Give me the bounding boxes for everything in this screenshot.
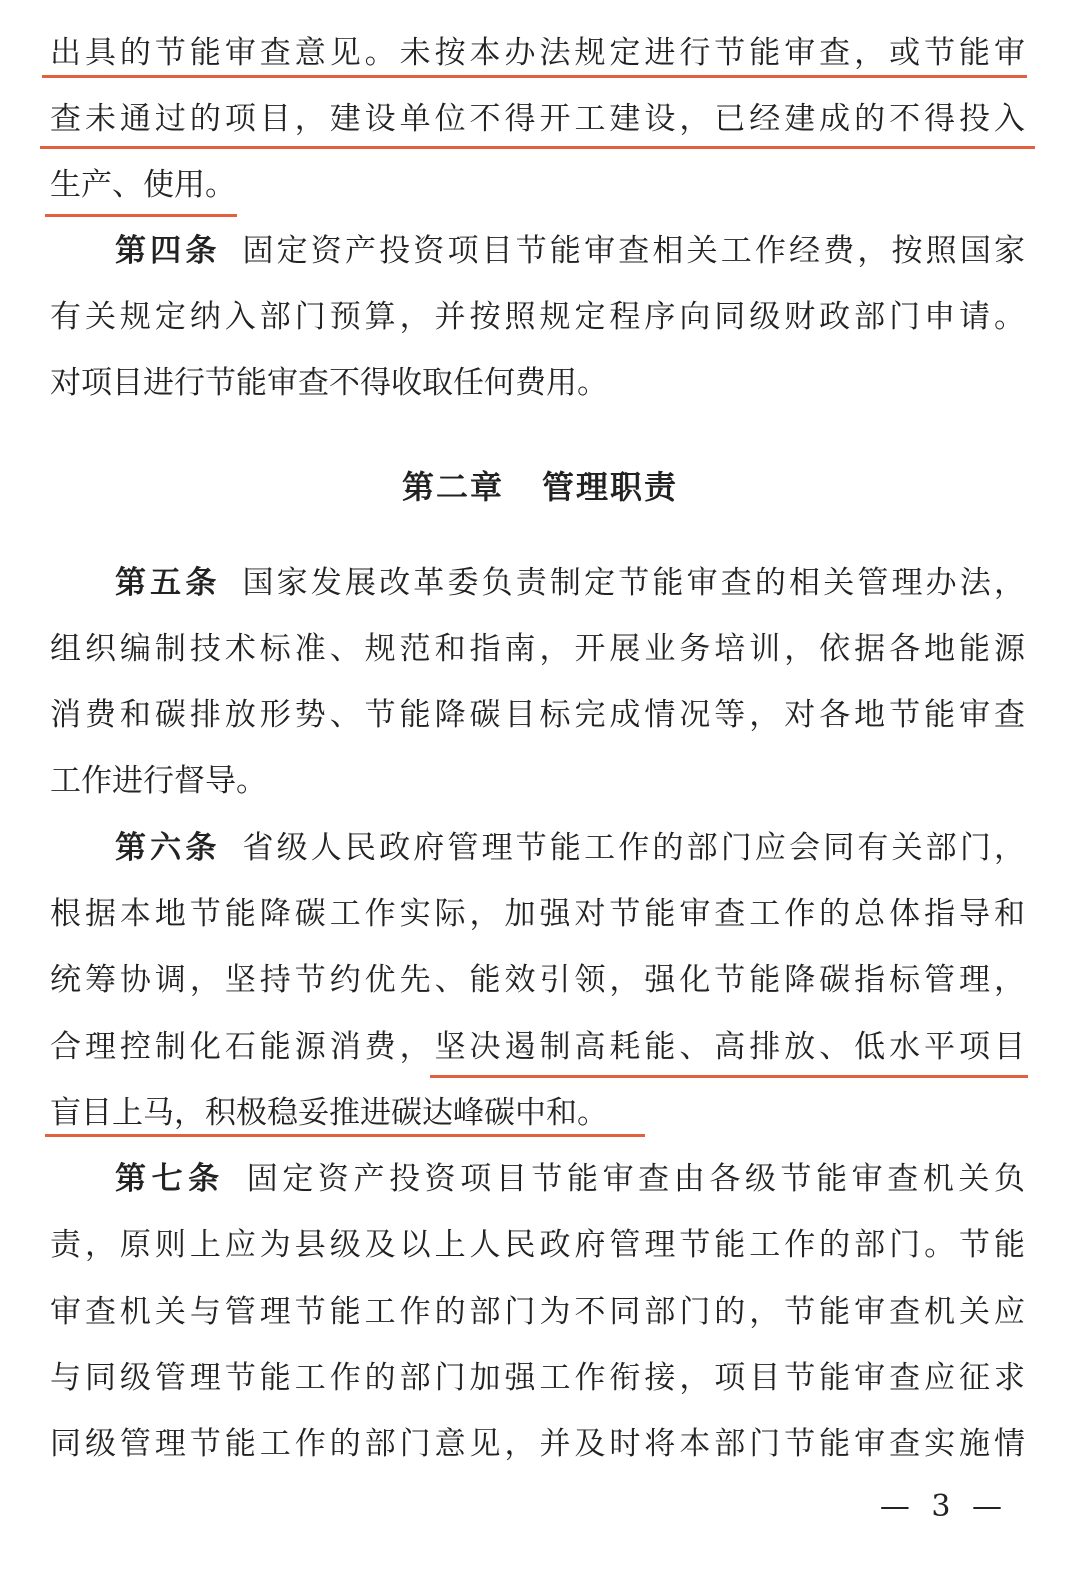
chapter-number: 第二章 [401, 468, 504, 506]
page-number: — 3 — [879, 1489, 1008, 1524]
text-line: 合理控制化石能源消费，坚决遏制高耗能、高排放、低水平项目 [50, 1029, 1025, 1065]
article-7-heading: 第七条 [115, 1161, 225, 1197]
article-7-text: 固定资产投资项目节能审查由各级节能审查机关负 [246, 1161, 1025, 1197]
text-line: 责，原则上应为县级及以上人民政府管理节能工作的部门。节能 [50, 1227, 1025, 1263]
article-6-text: 省级人民政府管理节能工作的部门应会同有关部门， [242, 830, 1026, 866]
article-4-heading: 第四条 [115, 233, 221, 269]
text-line: 同级管理节能工作的部门意见，并及时将本部门节能审查实施情 [50, 1426, 1025, 1462]
text-line: 消费和碳排放形势、节能降碳目标完成情况等，对各地节能审查 [50, 697, 1025, 733]
text-line: 组织编制技术标准、规范和指南，开展业务培训，依据各地能源 [50, 631, 1025, 667]
text-line: 有关规定纳入部门预算，并按照规定程序向同级财政部门申请。 [50, 299, 1025, 335]
chapter-title: 管理职责 [542, 468, 679, 506]
article-5-heading: 第五条 [115, 565, 221, 601]
chapter-heading [0, 454, 1080, 520]
article-4-line [115, 218, 1025, 284]
highlight-underline [45, 214, 237, 217]
article-4-text: 固定资产投资项目节能审查相关工作经费，按照国家 [242, 233, 1026, 269]
article-5-line [115, 550, 1025, 616]
text-line: 对项目进行节能审查不得收取任何费用。 [50, 365, 608, 401]
highlight-underline [42, 75, 1027, 78]
text-line: 出具的节能审查意见。未按本办法规定进行节能审查，或节能审 [50, 35, 1025, 71]
article-6-line [115, 815, 1025, 881]
article-6-heading: 第六条 [115, 830, 221, 866]
article-5-text: 国家发展改革委负责制定节能审查的相关管理办法， [242, 565, 1026, 601]
text-line: 审查机关与管理节能工作的部门为不同部门的，节能审查机关应 [50, 1294, 1025, 1330]
text-line: 生产、使用。 [50, 167, 236, 203]
text-line: 与同级管理节能工作的部门加强工作衔接，项目节能审查应征求 [50, 1360, 1025, 1396]
article-7-line [115, 1146, 1025, 1212]
text-line: 根据本地节能降碳工作实际，加强对节能审查工作的总体指导和 [50, 896, 1025, 932]
text-line: 盲目上马，积极稳妥推进碳达峰碳中和。 [50, 1095, 608, 1131]
highlight-underline [40, 146, 1035, 149]
text-line: 工作进行督导。 [50, 763, 267, 799]
highlight-underline [45, 1134, 645, 1137]
text-line: 统筹协调，坚持节约优先、能效引领，强化节能降碳指标管理， [50, 962, 1025, 998]
highlight-underline [430, 1075, 1028, 1078]
text-line: 查未通过的项目，建设单位不得开工建设，已经建成的不得投入 [50, 101, 1025, 137]
